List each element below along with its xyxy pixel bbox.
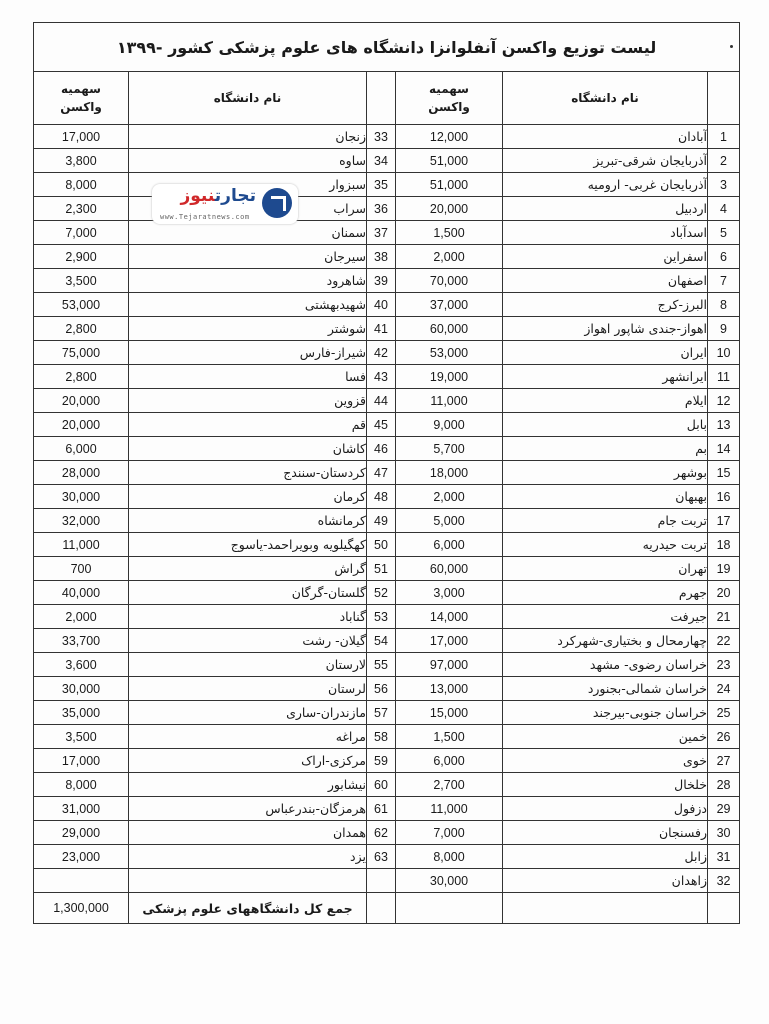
- quota-cell: 2,000: [396, 245, 503, 269]
- row-number-cell: 32: [708, 869, 740, 893]
- university-name-cell: سمنان: [129, 221, 367, 245]
- row-number-cell: 4: [708, 197, 740, 221]
- table-row: [34, 269, 740, 293]
- header-quota-left: سهمیه واکسن: [34, 72, 129, 125]
- table-row: [34, 485, 740, 509]
- university-name-cell: کردستان-سنندج: [129, 461, 367, 485]
- row-number-cell: 28: [708, 773, 740, 797]
- quota-cell: 11,000: [396, 389, 503, 413]
- table-row: [34, 869, 740, 893]
- row-number-cell: 37: [367, 221, 396, 245]
- watermark-url: www.Tejaratnews.com: [160, 213, 250, 221]
- row-number-cell: 30: [708, 821, 740, 845]
- row-number-cell: 33: [367, 125, 396, 149]
- quota-cell: 35,000: [34, 701, 129, 725]
- row-number-cell: 18: [708, 533, 740, 557]
- row-number-cell: 19: [708, 557, 740, 581]
- quota-cell: 5,700: [396, 437, 503, 461]
- quota-cell: 11,000: [396, 797, 503, 821]
- university-name-cell: فسا: [129, 365, 367, 389]
- table-row: [34, 197, 740, 221]
- quota-cell: 51,000: [396, 173, 503, 197]
- quota-cell: 700: [34, 557, 129, 581]
- university-name-cell: شوشتر: [129, 317, 367, 341]
- document-title-cell: [34, 23, 740, 72]
- university-name-cell: چهارمحال و بختیاری-شهرکرد: [503, 629, 708, 653]
- row-number-cell: 49: [367, 509, 396, 533]
- university-name-cell: خوی: [503, 749, 708, 773]
- university-name-cell: البرز-کرج: [503, 293, 708, 317]
- quota-cell: 60,000: [396, 557, 503, 581]
- row-number-cell: [367, 869, 396, 893]
- row-number-cell: 42: [367, 341, 396, 365]
- total-value: 1,300,000: [34, 893, 129, 924]
- university-name-cell: بم: [503, 437, 708, 461]
- university-name-cell: گناباد: [129, 605, 367, 629]
- university-name-cell: تربت جام: [503, 509, 708, 533]
- quota-cell: 2,300: [34, 197, 129, 221]
- brand-part2: نیوز: [180, 186, 215, 206]
- table-row: [34, 701, 740, 725]
- university-name-cell: زابل: [503, 845, 708, 869]
- row-number-cell: 35: [367, 173, 396, 197]
- quota-cell: 2,800: [34, 365, 129, 389]
- row-number-cell: 14: [708, 437, 740, 461]
- quota-cell: 30,000: [396, 869, 503, 893]
- row-number-cell: 8: [708, 293, 740, 317]
- row-number-cell: 58: [367, 725, 396, 749]
- brand-part1: تجارت: [214, 186, 256, 206]
- row-number-cell: 63: [367, 845, 396, 869]
- quota-cell: 29,000: [34, 821, 129, 845]
- quota-cell: 15,000: [396, 701, 503, 725]
- quota-cell: 6,000: [34, 437, 129, 461]
- university-name-cell: گراش: [129, 557, 367, 581]
- empty-cell: [503, 893, 708, 924]
- university-name-cell: دزفول: [503, 797, 708, 821]
- table-row: [34, 413, 740, 437]
- quota-cell: 3,500: [34, 269, 129, 293]
- row-number-cell: 41: [367, 317, 396, 341]
- university-name-cell: آذربایجان شرقی-تبریز: [503, 149, 708, 173]
- empty-cell: [708, 893, 740, 924]
- bullet-dot: [730, 45, 733, 48]
- header-index-left: [367, 72, 396, 125]
- row-number-cell: 6: [708, 245, 740, 269]
- row-number-cell: 26: [708, 725, 740, 749]
- quota-cell: 9,000: [396, 413, 503, 437]
- university-name-cell: آبادان: [503, 125, 708, 149]
- table-row: [34, 341, 740, 365]
- table-row: [34, 437, 740, 461]
- quota-cell: 1,500: [396, 221, 503, 245]
- university-name-cell: نیشابور: [129, 773, 367, 797]
- row-number-cell: 45: [367, 413, 396, 437]
- row-number-cell: 55: [367, 653, 396, 677]
- university-name-cell: ایلام: [503, 389, 708, 413]
- university-name-cell: ایران: [503, 341, 708, 365]
- quota-cell: 17,000: [396, 629, 503, 653]
- quota-cell: 75,000: [34, 341, 129, 365]
- quota-cell: 2,900: [34, 245, 129, 269]
- row-number-cell: 9: [708, 317, 740, 341]
- university-name-cell: تربت حیدریه: [503, 533, 708, 557]
- quota-cell: 8,000: [396, 845, 503, 869]
- quota-cell: 20,000: [34, 389, 129, 413]
- university-name-cell: خراسان رضوی- مشهد: [503, 653, 708, 677]
- quota-cell: 51,000: [396, 149, 503, 173]
- university-name-cell: رفسنجان: [503, 821, 708, 845]
- quota-cell: 13,000: [396, 677, 503, 701]
- row-number-cell: 24: [708, 677, 740, 701]
- quota-cell: 23,000: [34, 845, 129, 869]
- row-number-cell: 61: [367, 797, 396, 821]
- university-name-cell: مازندران-ساری: [129, 701, 367, 725]
- row-number-cell: 44: [367, 389, 396, 413]
- university-name-cell: شهیدبهشتی: [129, 293, 367, 317]
- row-number-cell: 31: [708, 845, 740, 869]
- university-name-cell: سبزوار: [129, 173, 367, 197]
- table-row: [34, 533, 740, 557]
- university-name-cell: لرستان: [129, 677, 367, 701]
- university-name-cell: جهرم: [503, 581, 708, 605]
- row-number-cell: 1: [708, 125, 740, 149]
- row-number-cell: 62: [367, 821, 396, 845]
- row-number-cell: 40: [367, 293, 396, 317]
- quota-cell: 28,000: [34, 461, 129, 485]
- university-name-cell: خلخال: [503, 773, 708, 797]
- quota-cell: 2,000: [34, 605, 129, 629]
- row-number-cell: 53: [367, 605, 396, 629]
- quota-cell: [34, 869, 129, 893]
- arrow-logo-icon: [262, 188, 292, 218]
- university-name-cell: همدان: [129, 821, 367, 845]
- university-name-cell: قم: [129, 413, 367, 437]
- row-number-cell: 47: [367, 461, 396, 485]
- table-row: [34, 653, 740, 677]
- quota-cell: 3,800: [34, 149, 129, 173]
- table-row: [34, 461, 740, 485]
- row-number-cell: 10: [708, 341, 740, 365]
- table-row: [34, 797, 740, 821]
- row-number-cell: 56: [367, 677, 396, 701]
- university-name-cell: تهران: [503, 557, 708, 581]
- quota-cell: 2,000: [396, 485, 503, 509]
- university-name-cell: [129, 869, 367, 893]
- table-row: [34, 221, 740, 245]
- row-number-cell: 21: [708, 605, 740, 629]
- quota-cell: 30,000: [34, 485, 129, 509]
- university-name-cell: شیراز-فارس: [129, 341, 367, 365]
- table-row: [34, 821, 740, 845]
- quota-cell: 37,000: [396, 293, 503, 317]
- row-number-cell: 7: [708, 269, 740, 293]
- university-name-cell: بابل: [503, 413, 708, 437]
- row-number-cell: 39: [367, 269, 396, 293]
- header-university-right: نام دانشگاه: [503, 72, 708, 125]
- university-name-cell: قزوین: [129, 389, 367, 413]
- row-number-cell: 60: [367, 773, 396, 797]
- row-number-cell: 50: [367, 533, 396, 557]
- quota-cell: 14,000: [396, 605, 503, 629]
- table-row: [34, 389, 740, 413]
- row-number-cell: 51: [367, 557, 396, 581]
- quota-cell: 3,600: [34, 653, 129, 677]
- empty-cell: [396, 893, 503, 924]
- table-row: [34, 581, 740, 605]
- row-number-cell: 43: [367, 365, 396, 389]
- tejaratnews-watermark: [152, 184, 298, 224]
- quota-cell: 8,000: [34, 173, 129, 197]
- row-number-cell: 48: [367, 485, 396, 509]
- quota-cell: 17,000: [34, 749, 129, 773]
- quota-cell: 7,000: [396, 821, 503, 845]
- quota-cell: 20,000: [396, 197, 503, 221]
- quota-cell: 5,000: [396, 509, 503, 533]
- table-row: [34, 629, 740, 653]
- quota-cell: 11,000: [34, 533, 129, 557]
- table-row: [34, 749, 740, 773]
- university-name-cell: گلستان-گرگان: [129, 581, 367, 605]
- row-number-cell: 34: [367, 149, 396, 173]
- university-name-cell: کاشان: [129, 437, 367, 461]
- watermark-brand: [180, 186, 256, 206]
- header-quota-right: سهمیه واکسن: [396, 72, 503, 125]
- row-number-cell: 46: [367, 437, 396, 461]
- row-number-cell: 16: [708, 485, 740, 509]
- university-name-cell: لارستان: [129, 653, 367, 677]
- quota-cell: 70,000: [396, 269, 503, 293]
- document-title: لیست توزیع واکسن آنفلوانزا دانشگاه های علوم پزشکی کشور -۱۳۹۹: [116, 37, 657, 57]
- quota-cell: 53,000: [34, 293, 129, 317]
- university-name-cell: جیرفت: [503, 605, 708, 629]
- university-name-cell: آذربایجان غربی- ارومیه: [503, 173, 708, 197]
- university-name-cell: ایرانشهر: [503, 365, 708, 389]
- table-row: [34, 149, 740, 173]
- university-name-cell: اسدآباد: [503, 221, 708, 245]
- quota-cell: 3,500: [34, 725, 129, 749]
- university-name-cell: اردبیل: [503, 197, 708, 221]
- university-name-cell: مرکزی-اراک: [129, 749, 367, 773]
- quota-cell: 18,000: [396, 461, 503, 485]
- university-name-cell: سراب: [129, 197, 367, 221]
- table-row: [34, 725, 740, 749]
- university-name-cell: اهواز-جندی شاپور اهواز: [503, 317, 708, 341]
- university-name-cell: کرمانشاه: [129, 509, 367, 533]
- table-row: [34, 845, 740, 869]
- university-name-cell: سیرجان: [129, 245, 367, 269]
- quota-cell: 6,000: [396, 533, 503, 557]
- table-row: [34, 773, 740, 797]
- total-label: جمع کل دانشگاههای علوم پزشکی: [129, 893, 367, 924]
- quota-cell: 3,000: [396, 581, 503, 605]
- row-number-cell: 17: [708, 509, 740, 533]
- quota-cell: 17,000: [34, 125, 129, 149]
- quota-cell: 1,500: [396, 725, 503, 749]
- table-row: [34, 365, 740, 389]
- quota-cell: 53,000: [396, 341, 503, 365]
- table-row: [34, 677, 740, 701]
- quota-cell: 60,000: [396, 317, 503, 341]
- table-row: [34, 245, 740, 269]
- table-row: [34, 125, 740, 149]
- quota-cell: 33,700: [34, 629, 129, 653]
- row-number-cell: 38: [367, 245, 396, 269]
- row-number-cell: 5: [708, 221, 740, 245]
- university-name-cell: زاهدان: [503, 869, 708, 893]
- university-name-cell: زنجان: [129, 125, 367, 149]
- quota-cell: 12,000: [396, 125, 503, 149]
- row-number-cell: 11: [708, 365, 740, 389]
- quota-cell: 32,000: [34, 509, 129, 533]
- vaccine-distribution-table: [33, 22, 740, 924]
- university-name-cell: گیلان- رشت: [129, 629, 367, 653]
- row-number-cell: 27: [708, 749, 740, 773]
- row-number-cell: 12: [708, 389, 740, 413]
- table-row: [34, 557, 740, 581]
- university-name-cell: هرمزگان-بندرعباس: [129, 797, 367, 821]
- university-name-cell: اصفهان: [503, 269, 708, 293]
- row-number-cell: 54: [367, 629, 396, 653]
- row-number-cell: 15: [708, 461, 740, 485]
- row-number-cell: 36: [367, 197, 396, 221]
- row-number-cell: 2: [708, 149, 740, 173]
- university-name-cell: ساوه: [129, 149, 367, 173]
- table-row: [34, 509, 740, 533]
- quota-cell: 7,000: [34, 221, 129, 245]
- university-name-cell: شاهرود: [129, 269, 367, 293]
- row-number-cell: 29: [708, 797, 740, 821]
- quota-cell: 97,000: [396, 653, 503, 677]
- row-number-cell: 52: [367, 581, 396, 605]
- table-row: [34, 293, 740, 317]
- university-name-cell: بوشهر: [503, 461, 708, 485]
- quota-cell: 2,700: [396, 773, 503, 797]
- row-number-cell: 25: [708, 701, 740, 725]
- university-name-cell: خراسان جنوبی-بیرجند: [503, 701, 708, 725]
- university-name-cell: کرمان: [129, 485, 367, 509]
- header-university-left: نام دانشگاه: [129, 72, 367, 125]
- university-name-cell: یزد: [129, 845, 367, 869]
- quota-cell: 40,000: [34, 581, 129, 605]
- header-row: [34, 72, 740, 125]
- row-number-cell: 13: [708, 413, 740, 437]
- row-number-cell: 3: [708, 173, 740, 197]
- table-row: [34, 605, 740, 629]
- quota-cell: 8,000: [34, 773, 129, 797]
- university-name-cell: کهگیلویه وبویراحمد-یاسوج: [129, 533, 367, 557]
- empty-cell: [367, 893, 396, 924]
- row-number-cell: 57: [367, 701, 396, 725]
- row-number-cell: 23: [708, 653, 740, 677]
- university-name-cell: خمین: [503, 725, 708, 749]
- quota-cell: 19,000: [396, 365, 503, 389]
- row-number-cell: 59: [367, 749, 396, 773]
- university-name-cell: مراغه: [129, 725, 367, 749]
- table-row: [34, 173, 740, 197]
- quota-cell: 2,800: [34, 317, 129, 341]
- university-name-cell: اسفراین: [503, 245, 708, 269]
- university-name-cell: بهبهان: [503, 485, 708, 509]
- row-number-cell: 22: [708, 629, 740, 653]
- total-row: [34, 893, 740, 924]
- quota-cell: 6,000: [396, 749, 503, 773]
- table-row: [34, 317, 740, 341]
- quota-cell: 31,000: [34, 797, 129, 821]
- university-name-cell: خراسان شمالی-بجنورد: [503, 677, 708, 701]
- quota-cell: 20,000: [34, 413, 129, 437]
- row-number-cell: 20: [708, 581, 740, 605]
- header-index-right: [708, 72, 740, 125]
- quota-cell: 30,000: [34, 677, 129, 701]
